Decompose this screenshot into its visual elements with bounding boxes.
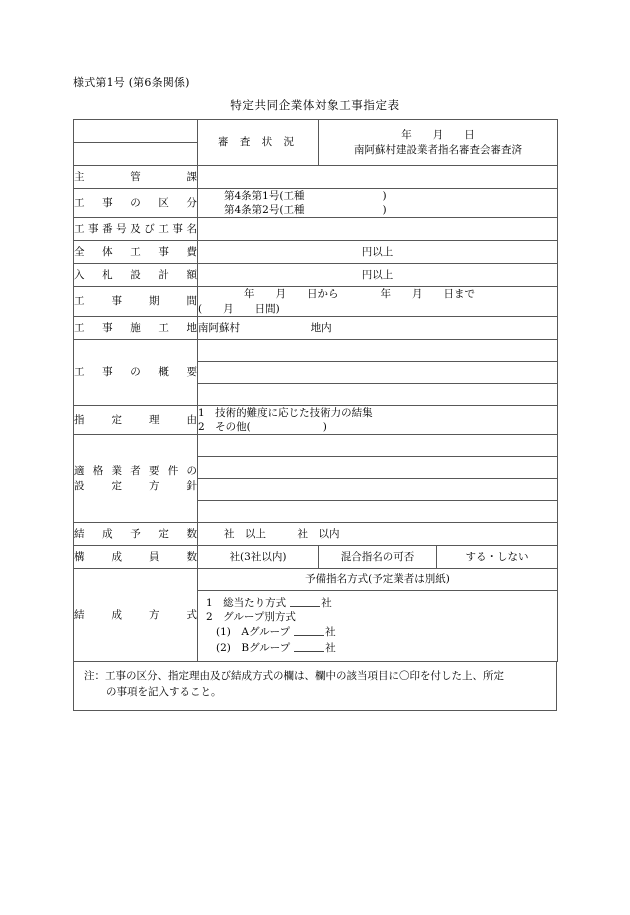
work-class-item-2: 第4条第2号(工種 ) [224,204,387,217]
value-planned-count[interactable]: 社 以上 社 以内 [198,523,558,546]
label-total-cost: 全体工事費 [74,241,198,264]
value-work-class[interactable] [198,189,558,218]
formation-option-2: 2 グループ別方式 [206,611,296,624]
work-site-suffix: 地内 [310,321,332,334]
designation-reason-item-2: 2 その他( ) [198,420,327,433]
formation-option-1-blank[interactable] [290,595,320,607]
row-total-cost [74,241,558,264]
label-mixed-designation: 混合指名の可否 [319,546,437,569]
approval-date-line: 年 月 日 [401,129,475,142]
header-row-top [74,120,558,143]
value-work-site[interactable] [198,316,558,339]
value-total-cost[interactable]: 円以上 [198,241,558,264]
value-designation-reason[interactable] [198,405,558,434]
label-planned-count: 結成予定数 [74,523,198,546]
formation-option-2a: (1) Aグループ 社 [216,626,336,639]
form-note [73,661,557,711]
formation-option-1: 1 総当たり方式 社 [206,597,332,610]
value-work-outline-line-2[interactable] [198,361,558,383]
value-qualification-policy-line-1[interactable] [198,435,558,457]
row-qualification-policy-1 [74,435,558,457]
form-code: 様式第1号 (第6条関係) [73,76,190,89]
label-bid-design-amount: 入札設計額 [74,264,198,287]
work-site-village: 南阿蘇村 [198,321,240,334]
row-bid-design-amount [74,264,558,287]
label-member-count: 構成員数 [74,546,198,569]
row-work-number-name [74,218,558,241]
value-work-outline-line-1[interactable] [198,339,558,361]
row-work-period [74,287,558,316]
formation-method-options[interactable] [198,591,558,662]
value-work-outline-line-3[interactable] [198,383,558,405]
row-work-outline-1 [74,339,558,361]
row-member-count [74,546,558,569]
label-work-outline: 工事の概要 [74,339,198,405]
row-formation-method-subheader [74,569,558,591]
designation-form-table [73,119,558,662]
label-designation-reason: 指定理由 [74,405,198,434]
label-work-number-name: 工事番号及び工事名 [74,218,198,241]
note-line-2: の事項を記入すること。 [106,686,222,699]
approval-cell [319,120,558,166]
formation-method-subheader: 予備指名方式(予定業者は別紙) [198,569,558,591]
formation-option-2b: (2) Bグループ 社 [216,641,336,654]
value-work-period[interactable] [198,287,558,316]
row-designation-reason [74,405,558,434]
label-formation-method: 結成方式 [74,569,198,662]
row-planned-count [74,523,558,546]
label-work-class: 工事の区分 [74,189,198,218]
work-period-line-1: 年 月 日から 年 月 日まで [244,288,475,301]
value-qualification-policy-line-2[interactable] [198,457,558,479]
row-work-site [74,316,558,339]
value-member-count[interactable]: 社(3社以内) [198,546,319,569]
header-blank-cell-top [74,120,198,143]
label-department: 主管課 [74,166,198,189]
label-work-site: 工事施工地 [74,316,198,339]
value-qualification-policy-line-3[interactable] [198,479,558,501]
row-department [74,166,558,189]
label-work-period: 工事期間 [74,287,198,316]
value-department[interactable] [198,166,558,189]
note-line-1: 注：工事の区分、指定理由及び結成方式の欄は、欄中の該当項目に〇印を付した上、所定 [84,670,504,682]
formation-option-2a-blank[interactable] [294,624,324,636]
label-qualification-policy: 適格業者要件の 設定方針 [74,435,198,523]
value-qualification-policy-line-4[interactable] [198,501,558,523]
value-work-number-name[interactable] [198,218,558,241]
designation-reason-item-1: 1 技術的難度に応じた技術力の結集 [198,406,373,419]
approval-committee-line: 南阿蘇村建設業者指名審査会審査済 [354,143,522,156]
value-bid-design-amount[interactable]: 円以上 [198,264,558,287]
value-mixed-designation[interactable]: する・しない [437,546,558,569]
work-period-line-2: ( 月 日間) [198,302,280,315]
formation-option-2b-blank[interactable] [294,640,324,652]
review-status-label: 審 査 状 況 [198,120,319,166]
work-class-item-1: 第4条第1号(工種 ) [224,190,387,202]
header-blank-cell-bottom [74,143,198,166]
row-work-class [74,189,558,218]
document-title: 特定共同企業体対象工事指定表 [230,98,400,112]
